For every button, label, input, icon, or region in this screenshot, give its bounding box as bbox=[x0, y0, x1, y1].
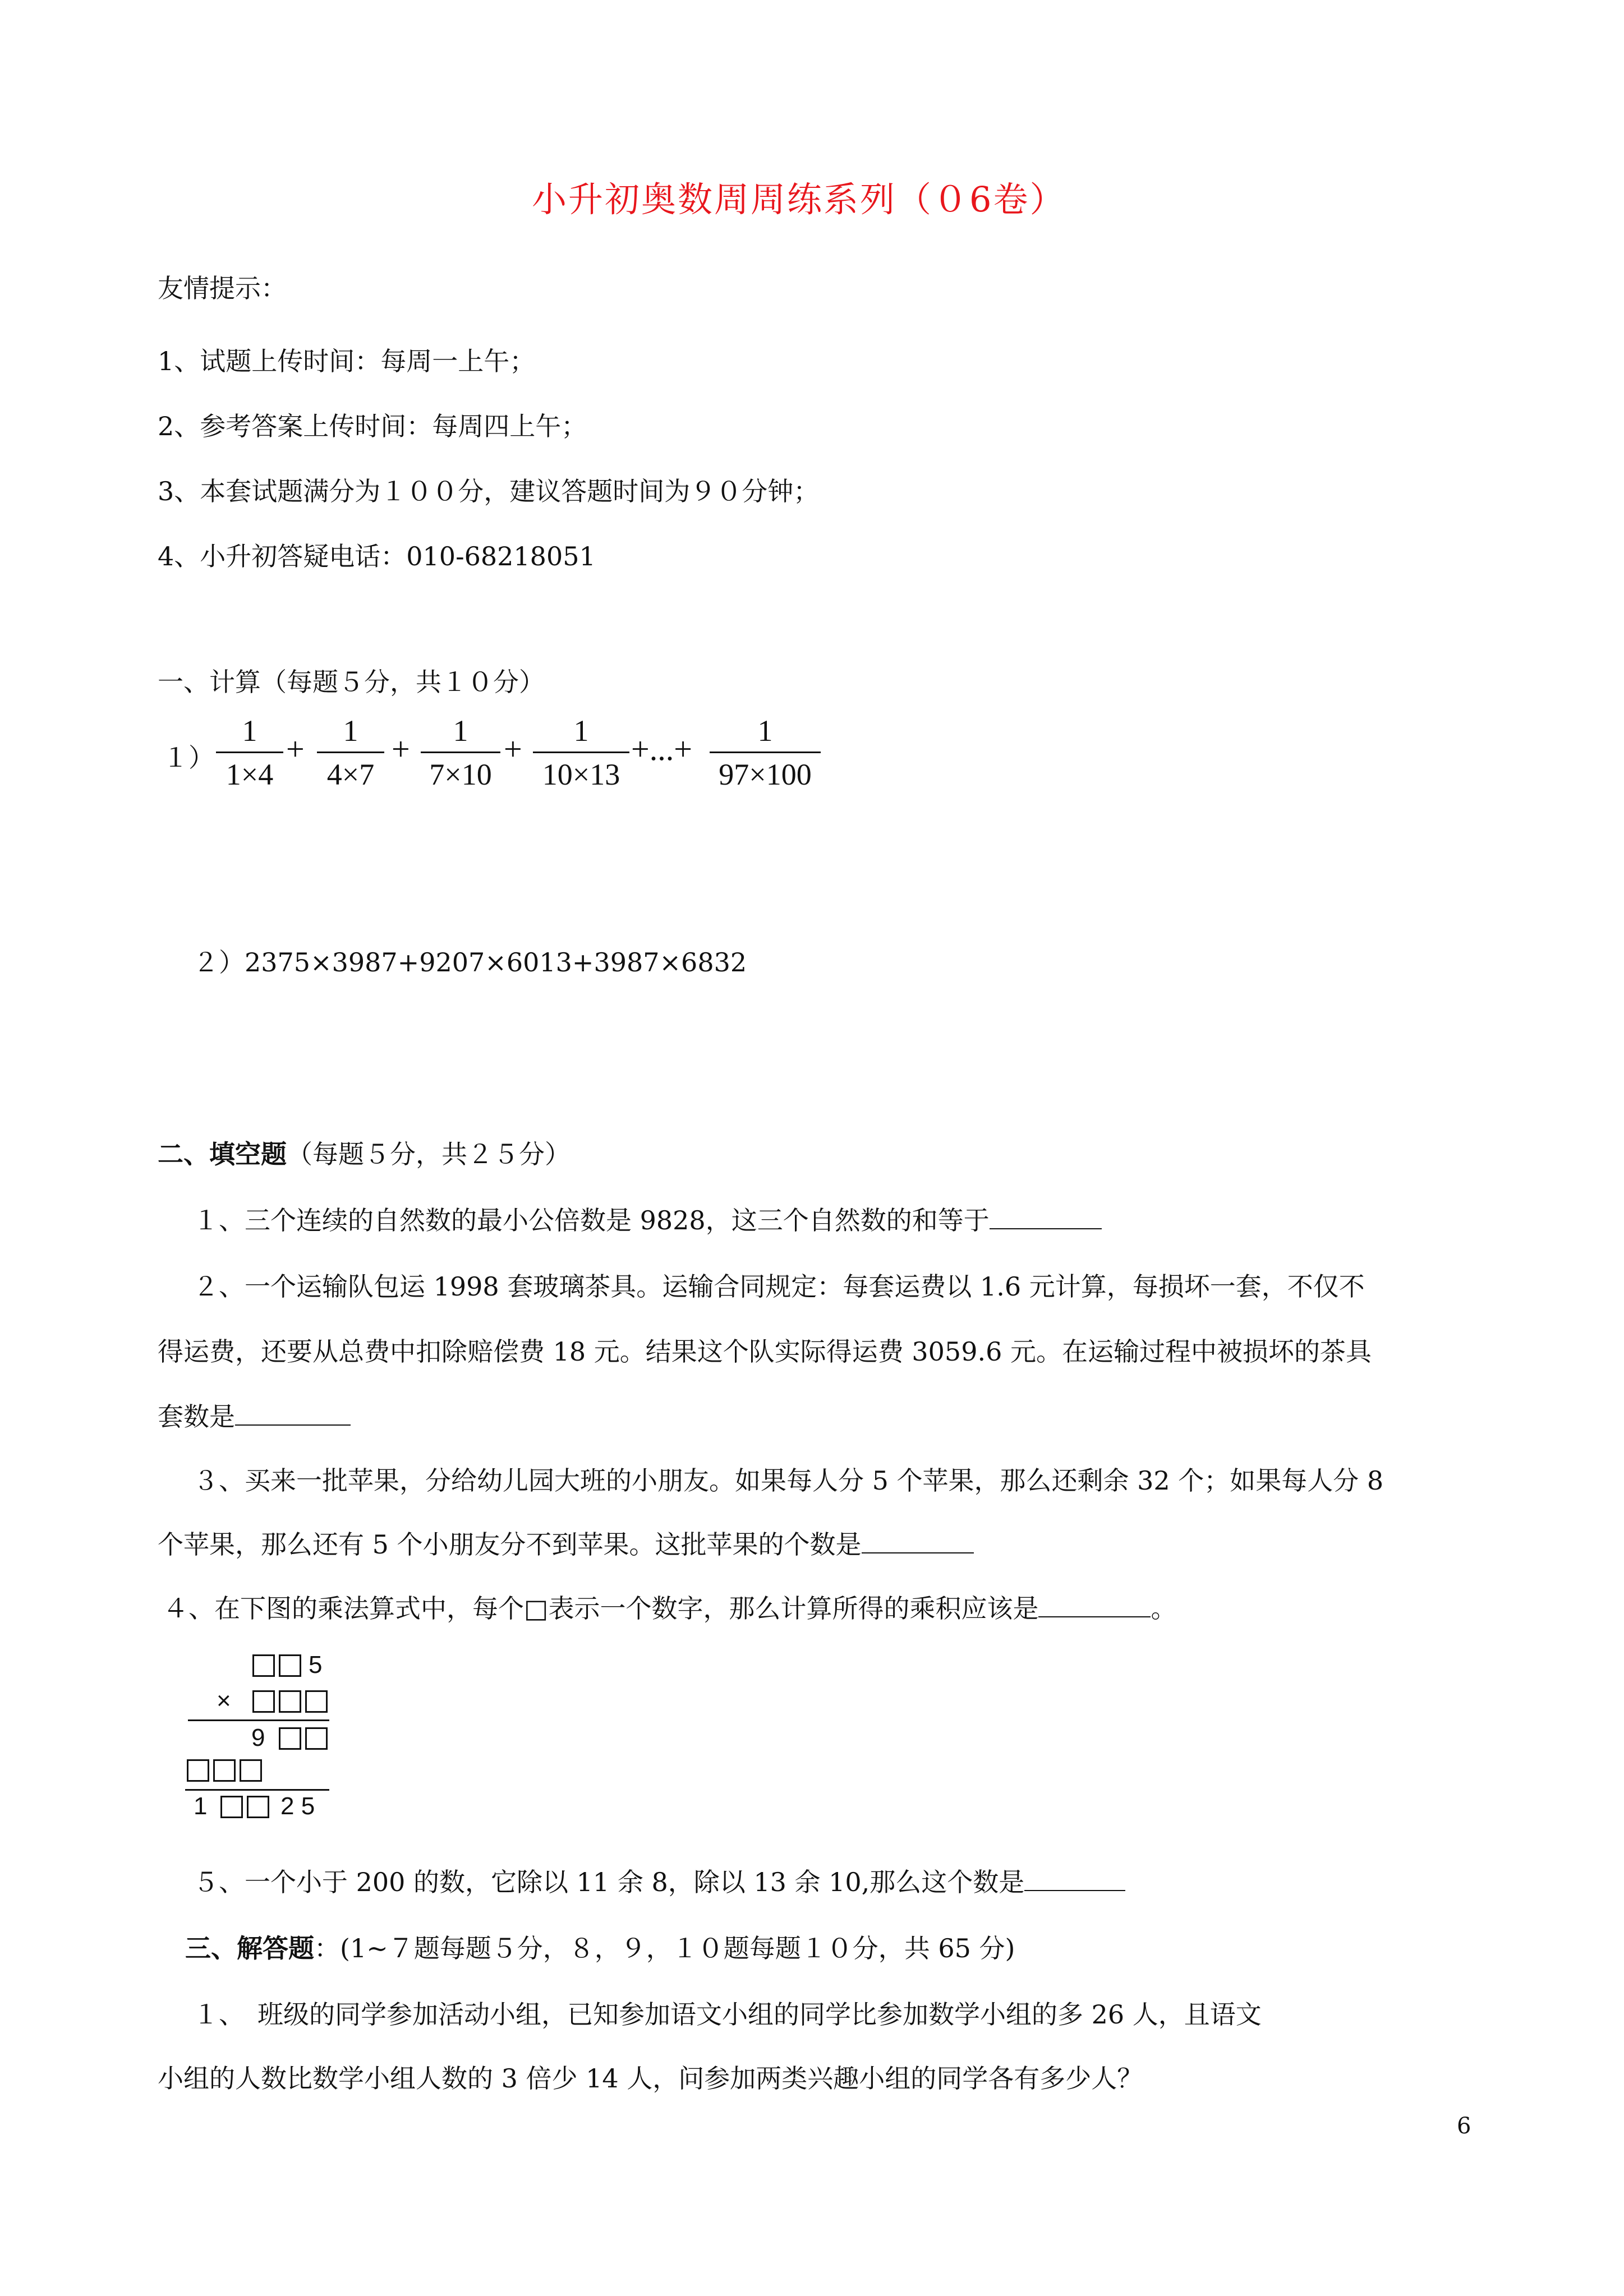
digit-box bbox=[252, 1690, 275, 1713]
fill-question-line: 得运费，还要从总费中扣除赔偿费 18 元。结果这个队实际得运费 3059.6 元。在运输过程中被损坏的茶具 bbox=[158, 1336, 1372, 1367]
question-text: ５、一个小于 200 的数，它除以 11 余 8，除以 13 余 10,那么这个数是 bbox=[193, 1867, 1025, 1897]
q1-label: １） bbox=[163, 743, 214, 773]
fraction-denominator: 7×10 bbox=[429, 758, 492, 791]
digit: 5 bbox=[309, 1651, 323, 1679]
question-text: 个苹果，那么还有 5 个小朋友分不到苹果。这批苹果的个数是 bbox=[158, 1529, 862, 1560]
section3-heading-rest: ：(1~７题每题５分，８，９，１０题每题１０分，共 65 分) bbox=[314, 1933, 1015, 1963]
digit-box bbox=[279, 1690, 301, 1713]
section2-heading bbox=[158, 1134, 571, 1171]
digit: 9 bbox=[251, 1724, 265, 1751]
fraction-numerator: 1 bbox=[757, 714, 773, 748]
digit: 1 bbox=[194, 1792, 208, 1820]
times-sign: × bbox=[217, 1687, 231, 1714]
fraction-numerator: 1 bbox=[573, 714, 589, 748]
fill-question bbox=[193, 1862, 1125, 1899]
section1-heading: 一、计算（每题５分，共１０分） bbox=[158, 667, 545, 697]
fraction-denominator: 1×4 bbox=[226, 758, 274, 791]
fill-question-line: ３、买来一批苹果，分给幼儿园大班的小朋友。如果每人分 5 个苹果，那么还剩余 32 个；如果每人分 8 bbox=[193, 1465, 1384, 1496]
digit: 2 5 bbox=[280, 1792, 315, 1820]
tips-heading: 友情提示： bbox=[158, 273, 287, 303]
section3-heading bbox=[185, 1928, 1015, 1965]
answer-blank[interactable] bbox=[990, 1206, 1102, 1229]
solve-question-line: 小组的人数比数学小组人数的 3 倍少 14 人，问参加两类兴趣小组的同学各有多少人？ bbox=[158, 2063, 1143, 2094]
fraction-bar bbox=[533, 751, 629, 753]
fraction-bar bbox=[421, 751, 500, 753]
plus-operator: + bbox=[286, 731, 305, 767]
fraction-bar bbox=[317, 751, 384, 753]
digit-box bbox=[220, 1796, 243, 1818]
section2-heading-bold: 二、填空题 bbox=[158, 1139, 287, 1169]
question-text: 套数是 bbox=[158, 1401, 235, 1432]
q2-expression: ２）2375×3987+9207×6013+3987×6832 bbox=[193, 947, 747, 978]
digit-box bbox=[252, 1654, 275, 1677]
solve-question-line: １、 班级的同学参加活动小组，已知参加语文小组的同学比参加数学小组的多 26 人，且语文 bbox=[193, 1999, 1262, 2030]
section3-heading-bold: 三、解答题 bbox=[185, 1933, 314, 1963]
fill-question bbox=[193, 1200, 1102, 1237]
fraction-numerator: 1 bbox=[242, 714, 257, 748]
plus-ellipsis-operator: +...+ bbox=[631, 731, 692, 767]
question-text: ４、在下图的乘法算式中，每个□表示一个数字，那么计算所得的乘积应该是 bbox=[163, 1593, 1039, 1624]
plus-operator: + bbox=[392, 731, 410, 767]
digit-box bbox=[305, 1727, 328, 1750]
digit-box bbox=[240, 1759, 262, 1782]
answer-blank[interactable] bbox=[1038, 1594, 1151, 1617]
tip-item: 4、小升初答疑电话：010-68218051 bbox=[158, 541, 596, 571]
digit-box bbox=[187, 1759, 209, 1782]
fill-question bbox=[163, 1588, 1176, 1625]
fraction-denominator: 4×7 bbox=[326, 758, 375, 791]
fraction-numerator: 1 bbox=[343, 714, 358, 748]
tip-item: 2、参考答案上传时间：每周四上午； bbox=[158, 411, 587, 441]
question-text: １、三个连续的自然数的最小公倍数是 9828，这三个自然数的和等于 bbox=[193, 1205, 990, 1235]
rule-line bbox=[185, 1789, 329, 1791]
fraction-denominator: 10×13 bbox=[542, 758, 620, 791]
plus-operator: + bbox=[504, 731, 522, 767]
answer-blank[interactable] bbox=[235, 1402, 351, 1426]
fill-question-line bbox=[158, 1524, 974, 1561]
rule-line bbox=[188, 1719, 329, 1721]
digit-box bbox=[213, 1759, 236, 1782]
answer-blank[interactable] bbox=[1024, 1868, 1125, 1891]
page-title: 小升初奥数周周练系列（０6卷） bbox=[532, 179, 1066, 220]
fraction-bar bbox=[216, 751, 283, 753]
digit-box bbox=[279, 1727, 301, 1750]
question-end: 。 bbox=[1151, 1593, 1177, 1624]
section2-heading-rest: （每题５分，共２５分） bbox=[287, 1139, 571, 1169]
answer-blank[interactable] bbox=[862, 1530, 974, 1553]
page-number: 6 bbox=[1457, 2113, 1471, 2139]
fill-question-line: ２、一个运输队包运 1998 套玻璃茶具。运输合同规定：每套运费以 1.6 元计算，每损坏一套，不仅不 bbox=[193, 1271, 1365, 1302]
fraction-bar bbox=[710, 751, 821, 753]
fraction-denominator: 97×100 bbox=[719, 758, 812, 791]
tip-item: 1、试题上传时间：每周一上午； bbox=[158, 346, 536, 376]
digit-box bbox=[305, 1690, 328, 1713]
fill-question-line bbox=[158, 1396, 351, 1433]
digit-box bbox=[247, 1796, 269, 1818]
tip-item: 3、本套试题满分为１００分，建议答题时间为９０分钟； bbox=[158, 476, 820, 506]
fraction-numerator: 1 bbox=[453, 714, 468, 748]
digit-box bbox=[279, 1654, 301, 1677]
